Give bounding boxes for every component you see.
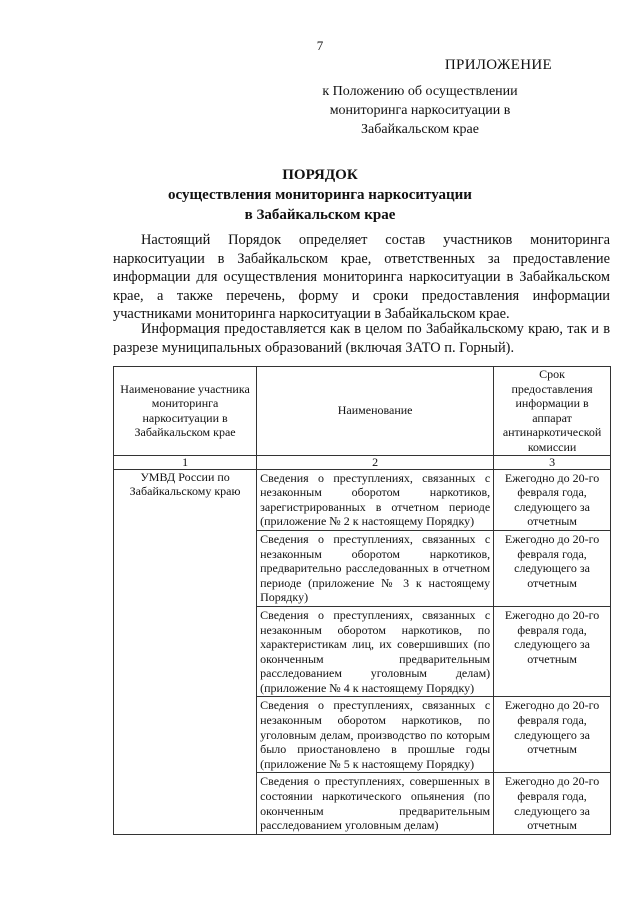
row-term-cell: Ежегодно до 20-го февраля года, следующего за отчетным [494,606,611,697]
paragraph-intro-text: Настоящий Порядок определяет состав участников мониторинга наркоситуации в Забайкальском крае, ответственных за предоставление информации для осуществления мониторинга наркоситуации в Забайкальском крае, а также перечень, форму и сроки предоставления информации участниками мониторинга наркоситуации в Забайкальском крае. [113,232,610,323]
row-term-cell: Ежегодно до 20-го февраля года, следующего за отчетным [494,469,611,530]
paragraph-scope-text: Информация предоставляется как в целом по Забайкальскому краю, так и в разрезе муниципальных образований (включая ЗАТО п. Горный). [113,321,610,356]
row-name-cell: Сведения о преступлениях, совершенных в состоянии наркотического опьянения (по оконченным предварительным расследованием уголовным делам) [257,773,494,834]
table-row [114,469,611,530]
document-title-line2: осуществления мониторинга наркоситуации [168,187,472,203]
column-number: 2 [257,455,494,469]
paragraph-scope [113,320,610,357]
row-term-cell: Ежегодно до 20-го февраля года, следующего за отчетным [494,773,611,834]
row-name-cell: Сведения о преступлениях, связанных с незаконным оборотом наркотиков, по характеристикам лиц, их совершивших (по оконченным предварительным расследованием уголовным делам) (приложение № 4 к настоящему Порядку) [257,606,494,697]
row-name-cell: Сведения о преступлениях, связанных с незаконным оборотом наркотиков, по уголовным делам, производство по которым было приостановлено в прошлые годы (приложение № 5 к настоящему Порядку) [257,697,494,773]
paragraph-intro [113,231,610,324]
header-participant: Наименование участника мониторинга наркоситуации в Забайкальском крае [114,367,257,456]
appendix-subtitle: к Положению об осуществлении мониторинга наркоситуации в Забайкальском крае [322,84,518,137]
document-title-line1: ПОРЯДОК [282,167,358,183]
header-name: Наименование [257,367,494,456]
table-header-row [114,367,611,456]
column-number: 1 [114,455,257,469]
monitoring-table [113,366,611,835]
column-number: 3 [494,455,611,469]
appendix-title: ПРИЛОЖЕНИЕ [444,57,552,73]
document-title-line3: в Забайкальском крае [244,207,396,223]
document-title [0,165,640,225]
participant-cell: УМВД России по Забайкальскому краю [114,469,257,834]
row-name-cell: Сведения о преступлениях, связанных с незаконным оборотом наркотиков, предварительно расследованных в отчетном периоде (приложение № 3 к настоящему Порядку) [257,530,494,606]
row-term-cell: Ежегодно до 20-го февраля года, следующего за отчетным [494,697,611,773]
header-term: Срок предоставления информации в аппарат антинаркотической комиссии [494,367,611,456]
row-term-cell: Ежегодно до 20-го февраля года, следующего за отчетным [494,530,611,606]
page-number: 7 [316,38,324,53]
table-number-row [114,455,611,469]
row-name-cell: Сведения о преступлениях, связанных с незаконным оборотом наркотиков, зарегистрированных в отчетном периоде (приложение № 2 к настоящему Порядку) [257,469,494,530]
